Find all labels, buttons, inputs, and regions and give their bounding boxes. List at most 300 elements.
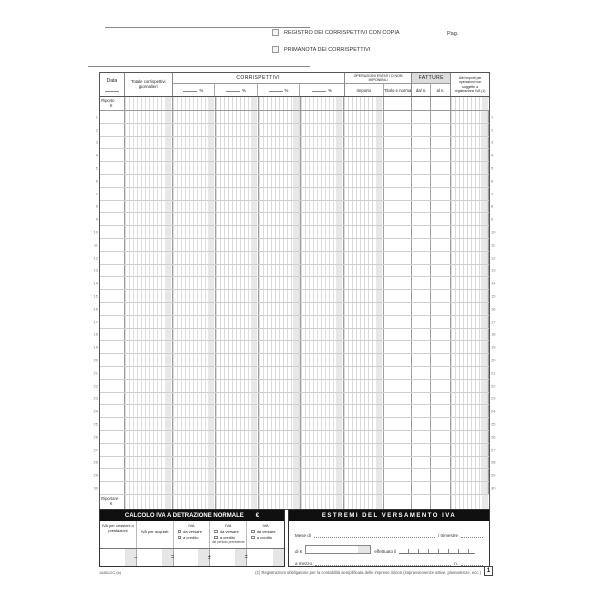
altri-cell (451, 226, 489, 238)
titolo-cell (384, 188, 412, 200)
rate-cell (301, 393, 344, 405)
riporto-row[interactable] (100, 97, 489, 111)
altri-cell (451, 316, 489, 328)
rate-cell (216, 341, 259, 353)
rate-cell (301, 265, 344, 277)
header-data: Data (100, 73, 125, 96)
rate-cell (301, 188, 344, 200)
totale-cell (125, 354, 173, 366)
calcolo-title-bar (100, 510, 284, 521)
rate-cell (216, 393, 259, 405)
titolo-cell (384, 97, 412, 110)
row-number: 15 (491, 293, 496, 299)
data-cell (100, 482, 125, 494)
rate-cell (301, 341, 344, 353)
da-versare-checkbox[interactable] (214, 530, 218, 534)
rate-cell (301, 495, 344, 509)
al-n-cell (431, 431, 451, 443)
importo-cell (344, 149, 384, 161)
altri-cell (451, 124, 489, 136)
riportare-label: Riportare € (101, 495, 119, 506)
dal-n-cell (412, 226, 431, 238)
totale-cell (125, 316, 173, 328)
totale-cell (125, 457, 173, 469)
header-rate-1: % (173, 84, 216, 96)
totale-cell (125, 329, 173, 341)
al-n-cell (431, 418, 451, 430)
dal-n-cell (412, 354, 431, 366)
dal-n-cell (412, 124, 431, 136)
al-n-cell (431, 175, 451, 187)
totale-cell (125, 226, 173, 238)
value-cell[interactable] (100, 549, 137, 566)
rate-cell (173, 97, 216, 110)
footnote: (1) Registrazioni obbligatorie per la contabilità semplificata delle imprese minori (sopravvenienze attive, plusvalenze, ecc.) (255, 570, 481, 575)
calcolo-columns (100, 521, 284, 549)
totale-cell (125, 213, 173, 225)
rate-write-line[interactable] (269, 88, 283, 92)
data-cell (100, 367, 125, 379)
da-versare-checkbox[interactable] (251, 530, 255, 534)
importo-cell (344, 431, 384, 443)
table-row[interactable] (95, 149, 494, 162)
al-n-cell (431, 469, 451, 481)
rate-cell (301, 239, 344, 251)
numero-field[interactable] (461, 562, 483, 566)
rate-cell (259, 239, 302, 251)
altri-cell (451, 162, 489, 174)
importo-cell (344, 354, 384, 366)
totale-cell (125, 431, 173, 443)
importo-cell (344, 405, 384, 417)
importo-cell (344, 303, 384, 315)
riporto-label: Riporto € (101, 98, 115, 109)
rate-cell (216, 495, 259, 509)
data-cell (100, 290, 125, 302)
table-row[interactable] (93, 482, 496, 495)
dal-n-cell (412, 431, 431, 443)
data-cell (100, 457, 125, 469)
table-row[interactable] (93, 380, 496, 393)
titolo-cell (384, 457, 412, 469)
titolo-cell (384, 482, 412, 494)
dal-n-cell (412, 97, 431, 110)
al-n-cell (431, 111, 451, 123)
data-cell (100, 316, 125, 328)
table-row[interactable] (93, 265, 496, 278)
al-n-cell (431, 97, 451, 110)
dal-n-cell (412, 482, 431, 494)
data-cell (100, 124, 125, 136)
value-cell[interactable] (207, 549, 248, 566)
dal-n-cell (412, 495, 431, 509)
rate-cell (259, 97, 302, 110)
rate-cell (216, 137, 259, 149)
page-number-badge: 1 (484, 566, 493, 576)
titolo-cell (384, 393, 412, 405)
importo-cell (344, 188, 384, 200)
table-row[interactable] (93, 444, 496, 457)
rate-cell (301, 431, 344, 443)
importo-cell (344, 162, 384, 174)
table-row[interactable] (93, 405, 496, 418)
rate-write-line[interactable] (183, 88, 197, 92)
totale-cell (125, 149, 173, 161)
altri-cell (451, 277, 489, 289)
row-number: 25 (491, 421, 496, 427)
data-cell (100, 137, 125, 149)
row-number: 5 (95, 165, 98, 171)
al-n-cell (431, 149, 451, 161)
table-row[interactable] (93, 431, 496, 444)
altri-cell (451, 444, 489, 456)
al-n-cell (431, 252, 451, 264)
rate-cell (216, 482, 259, 494)
rate-cell (259, 329, 302, 341)
table-row[interactable] (93, 354, 496, 367)
row-number: 18 (491, 331, 496, 337)
table-row[interactable] (93, 341, 496, 354)
data-cell (100, 175, 125, 187)
year-write-line[interactable] (105, 91, 119, 92)
titolo-cell (384, 495, 412, 509)
row-number: 9 (491, 216, 494, 222)
primanota-checkbox-label: PRIMANOTA DEI CORRISPETTIVI (284, 46, 371, 53)
dal-n-cell (412, 393, 431, 405)
rate-cell (301, 201, 344, 213)
dal-n-cell (412, 265, 431, 277)
trimestre-field[interactable] (461, 534, 483, 538)
altri-cell (451, 341, 489, 353)
dal-n-cell (412, 175, 431, 187)
row-number: 8 (95, 203, 98, 209)
totale-cell (125, 239, 173, 251)
rate-cell (216, 405, 259, 417)
totale-cell (125, 482, 173, 494)
ledger-body (93, 97, 496, 509)
mese-field[interactable] (314, 534, 435, 538)
titolo-cell (384, 265, 412, 277)
table-row[interactable] (95, 188, 494, 201)
titolo-cell (384, 418, 412, 430)
dal-n-cell (412, 303, 431, 315)
dal-n-cell (412, 188, 431, 200)
rate-cell (216, 316, 259, 328)
row-number: 24 (491, 408, 496, 414)
rate-cell (216, 431, 259, 443)
table-row[interactable] (93, 303, 496, 316)
riportare-row[interactable] (100, 495, 489, 509)
rate-cell (301, 329, 344, 341)
dal-n-cell (412, 290, 431, 302)
primanota-checkbox-row (272, 46, 370, 53)
altri-cell (451, 405, 489, 417)
importo-cell (344, 252, 384, 264)
row-number: 14 (93, 280, 98, 286)
col-iva-versare-2: IVA da versare a credito (247, 521, 284, 548)
titolo-cell (384, 252, 412, 264)
altri-cell (451, 482, 489, 494)
titolo-cell (384, 405, 412, 417)
rate-cell (259, 303, 302, 315)
rate-cell (173, 431, 216, 443)
primanota-checkbox[interactable] (272, 46, 279, 53)
plusminus-operator: ± (207, 553, 211, 560)
row-number: 9 (95, 216, 98, 222)
altri-cell (451, 469, 489, 481)
titolo-cell (384, 149, 412, 161)
header-importo: Importo (345, 84, 384, 96)
rate-cell (301, 444, 344, 456)
altri-cell (451, 393, 489, 405)
rate-cell (173, 380, 216, 392)
rate-cell (173, 111, 216, 123)
row-number: 15 (93, 293, 98, 299)
row-number: 28 (491, 459, 496, 465)
al-n-cell (431, 482, 451, 494)
row-number: 10 (93, 229, 98, 235)
al-n-cell (431, 393, 451, 405)
importo-cell (344, 213, 384, 225)
importo-cell (344, 226, 384, 238)
table-row[interactable] (95, 124, 494, 137)
dal-n-cell (412, 444, 431, 456)
row-number: 13 (93, 267, 98, 273)
data-cell (100, 341, 125, 353)
rate-cell (173, 265, 216, 277)
rate-cell (216, 380, 259, 392)
table-row[interactable] (95, 213, 494, 226)
a-credito-checkbox[interactable] (214, 536, 218, 540)
table-row[interactable] (93, 367, 496, 380)
importo-cell (344, 97, 384, 110)
rate-cell (173, 137, 216, 149)
table-row[interactable] (93, 329, 496, 342)
data-cell (100, 431, 125, 443)
al-n-cell (431, 457, 451, 469)
di-euro-label: di € (295, 549, 303, 554)
table-row[interactable] (95, 137, 494, 150)
rate-cell (259, 354, 302, 366)
titolo-cell (384, 175, 412, 187)
header-rate-2: % (215, 84, 258, 96)
rate-cell (216, 188, 259, 200)
value-cell[interactable] (244, 549, 284, 566)
rate-cell (301, 469, 344, 481)
al-n-cell (431, 201, 451, 213)
table-row[interactable] (93, 316, 496, 329)
table-row[interactable] (95, 111, 494, 124)
dal-n-cell (412, 405, 431, 417)
importo-cell (344, 111, 384, 123)
rate-cell (216, 162, 259, 174)
row-number: 25 (93, 421, 98, 427)
rate-cell (173, 495, 216, 509)
data-cell (100, 444, 125, 456)
calcolo-title: CALCOLO IVA A DETRAZIONE NORMALE (124, 512, 244, 519)
titolo-cell (384, 137, 412, 149)
rate-cell (216, 124, 259, 136)
rate-cell (216, 444, 259, 456)
company-write-line-1[interactable] (105, 27, 310, 28)
altri-cell (451, 495, 489, 509)
rate-cell (259, 405, 302, 417)
row-number: 11 (93, 242, 98, 248)
altri-cell (451, 97, 489, 110)
al-n-cell (431, 226, 451, 238)
totale-cell (125, 201, 173, 213)
table-row[interactable] (93, 393, 496, 406)
row-number: 3 (95, 139, 98, 145)
titolo-cell (384, 367, 412, 379)
calcolo-iva-box (99, 509, 285, 567)
row-number: 30 (491, 485, 496, 491)
importo-cell (344, 367, 384, 379)
data-versamento-field[interactable] (399, 549, 475, 554)
importo-versamento-field[interactable] (305, 545, 371, 554)
row-number: 29 (491, 472, 496, 478)
effettuato-label: effettuato il (374, 549, 397, 554)
euro-symbol: € (255, 512, 260, 519)
table-row[interactable] (93, 457, 496, 470)
rate-cell (216, 226, 259, 238)
a-credito-checkbox[interactable] (251, 536, 255, 540)
totale-cell (125, 290, 173, 302)
al-n-cell (431, 137, 451, 149)
totale-cell (125, 175, 173, 187)
value-cell[interactable] (174, 549, 211, 566)
table-row[interactable] (93, 290, 496, 303)
rate-cell (216, 329, 259, 341)
row-number: 27 (491, 447, 496, 453)
table-row[interactable] (93, 469, 496, 482)
rate-cell (216, 97, 259, 110)
rate-cell (301, 277, 344, 289)
al-n-cell (431, 188, 451, 200)
rate-cell (301, 162, 344, 174)
totale-cell (125, 469, 173, 481)
dal-n-cell (412, 469, 431, 481)
table-row[interactable] (95, 201, 494, 214)
al-n-cell (431, 341, 451, 353)
rate-cell (173, 469, 216, 481)
row-number: 17 (93, 319, 98, 325)
dal-n-cell (412, 457, 431, 469)
rate-cell (216, 290, 259, 302)
totale-cell (125, 188, 173, 200)
al-n-cell (431, 354, 451, 366)
row-number: 12 (491, 255, 496, 261)
row-number: 7 (491, 191, 494, 197)
row-number: 4 (95, 152, 98, 158)
rate-cell (173, 444, 216, 456)
importo-cell (344, 137, 384, 149)
da-versare-checkbox[interactable] (178, 530, 182, 534)
rate-cell (301, 405, 344, 417)
rate-cell (301, 290, 344, 302)
data-cell (100, 380, 125, 392)
table-row[interactable] (95, 162, 494, 175)
rate-cell (259, 188, 302, 200)
al-n-cell (431, 303, 451, 315)
dal-n-cell (412, 137, 431, 149)
altri-cell (451, 354, 489, 366)
header-corrispettivi-group (173, 73, 345, 96)
rate-cell (259, 149, 302, 161)
rate-cell (259, 367, 302, 379)
rate-cell (216, 457, 259, 469)
rate-cell (173, 303, 216, 315)
table-row[interactable] (93, 226, 496, 239)
table-row[interactable] (93, 277, 496, 290)
rate-write-line[interactable] (226, 88, 240, 92)
altri-cell (451, 290, 489, 302)
row-number: 2 (491, 127, 494, 133)
table-header (100, 73, 489, 97)
dal-n-cell (412, 252, 431, 264)
rate-cell (259, 265, 302, 277)
altri-cell (451, 137, 489, 149)
row-number: 23 (491, 395, 496, 401)
altri-cell (451, 265, 489, 277)
rate-cell (301, 457, 344, 469)
rate-cell (259, 444, 302, 456)
rate-cell (173, 418, 216, 430)
importo-cell (344, 277, 384, 289)
row-number: 27 (93, 447, 98, 453)
table-row[interactable] (93, 252, 496, 265)
titolo-cell (384, 277, 412, 289)
table-row[interactable] (93, 239, 496, 252)
altri-cell (451, 111, 489, 123)
table-row[interactable] (95, 175, 494, 188)
titolo-cell (384, 239, 412, 251)
minus-operator: – (134, 553, 138, 560)
rate-cell (216, 418, 259, 430)
header-totale: Totale corrispettivi giornalieri (125, 73, 173, 96)
altri-cell (451, 188, 489, 200)
data-cell (100, 252, 125, 264)
rate-cell (301, 303, 344, 315)
a-credito-checkbox[interactable] (178, 536, 182, 540)
versamento-body (289, 521, 489, 567)
registro-checkbox[interactable] (272, 29, 279, 36)
rate-cell (173, 393, 216, 405)
rate-cell (259, 111, 302, 123)
altri-cell (451, 380, 489, 392)
row-number: 17 (491, 319, 496, 325)
titolo-cell (384, 354, 412, 366)
row-number: 5 (491, 165, 494, 171)
numero-label: n. (454, 561, 458, 566)
importo-cell (344, 482, 384, 494)
table-row[interactable] (93, 418, 496, 431)
rate-cell (301, 213, 344, 225)
row-number: 14 (491, 280, 496, 286)
row-number: 19 (93, 344, 98, 350)
header-corrispettivi: CORRISPETTIVI (173, 73, 344, 84)
company-write-line-2[interactable] (88, 66, 310, 67)
rate-cell (259, 175, 302, 187)
rate-write-line[interactable] (312, 88, 326, 92)
titolo-cell (384, 290, 412, 302)
dal-n-cell (412, 239, 431, 251)
titolo-cell (384, 124, 412, 136)
altri-cell (451, 201, 489, 213)
mezzo-field[interactable] (315, 562, 451, 566)
rate-cell (216, 252, 259, 264)
value-cell[interactable] (137, 549, 174, 566)
